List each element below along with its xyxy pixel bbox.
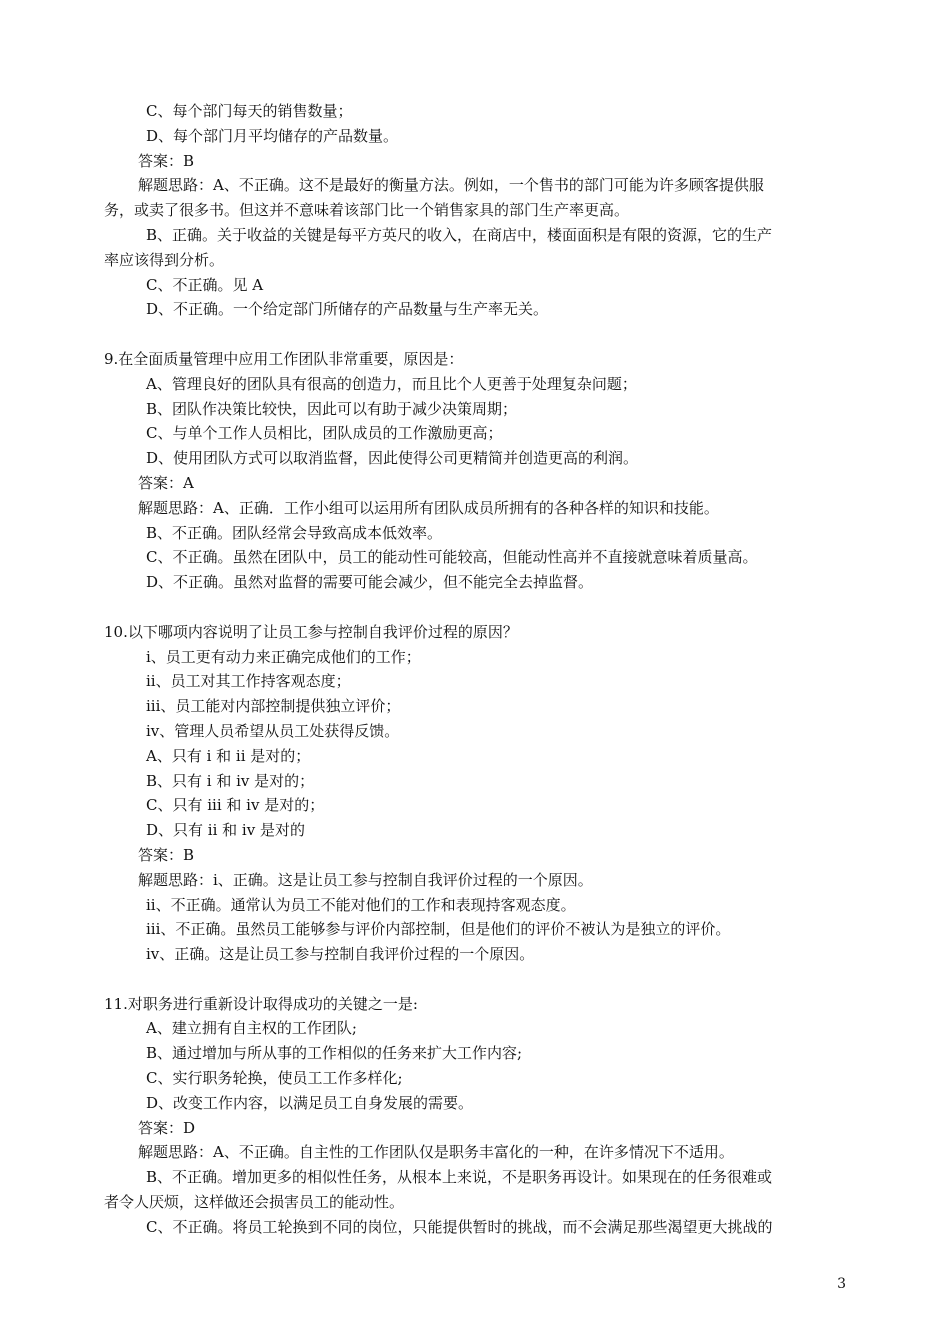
text-line: C、只有 iii 和 iv 是对的；	[146, 796, 325, 815]
text-line: 务，或卖了很多书。但这并不意味着该部门比一个销售家具的部门生产率更高。	[104, 201, 630, 220]
text-line: 解题思路：A、不正确。自主性的工作团队仅是职务丰富化的一种，在许多情况下不适用。	[138, 1143, 734, 1162]
text-line: D、改变工作内容，以满足员工自身发展的需要。	[146, 1093, 474, 1112]
text-line: 率应该得到分析。	[104, 250, 225, 269]
text-line: 11.对职务进行重新设计取得成功的关键之一是:	[104, 994, 418, 1013]
page-content	[104, 99, 848, 1240]
text-line: D、只有 ii 和 iv 是对的	[146, 821, 305, 840]
text-line: 答案：B	[138, 151, 195, 170]
text-line: D、不正确。虽然对监督的需要可能会减少，但不能完全去掉监督。	[146, 573, 594, 592]
text-line: B、只有 i 和 iv 是对的；	[146, 771, 315, 790]
blank-line	[104, 595, 848, 620]
text-line: B、通过增加与所从事的工作相似的任务来扩大工作内容;	[146, 1044, 523, 1063]
text-line: C、不正确。见 A	[146, 275, 264, 294]
text-line: 解题思路：i、正确。这是让员工参与控制自我评价过程的一个原因。	[138, 870, 593, 889]
text-line: C、不正确。将员工轮换到不同的岗位，只能提供暂时的挑战，而不会满足那些渴望更大挑战的	[146, 1217, 773, 1236]
blank-line	[104, 967, 848, 992]
text-line: C、与单个工作人员相比，团队成员的工作激励更高；	[146, 424, 503, 443]
text-line: C、每个部门每天的销售数量；	[146, 102, 353, 120]
text-line: 解题思路：A、不正确。这不是最好的衡量方法。例如，一个售书的部门可能为许多顾客提供服	[138, 176, 764, 195]
text-line: 解题思路：A、正确．工作小组可以运用所有团队成员所拥有的各种各样的知识和技能。	[138, 498, 719, 517]
text-line: B、团队作决策比较快，因此可以有助于减少决策周期；	[146, 399, 518, 418]
text-line: A、管理良好的团队具有很高的创造力，而且比个人更善于处理复杂问题；	[146, 374, 637, 393]
text-line: ii、员工对其工作持客观态度；	[146, 672, 351, 691]
text-line: C、不正确。虽然在团队中，员工的能动性可能较高，但能动性高并不直接就意味着质量高。	[146, 548, 758, 567]
text-line: D、不正确。一个给定部门所储存的产品数量与生产率无关。	[146, 300, 549, 319]
page-number: 3	[837, 1276, 846, 1292]
text-line: B、正确。关于收益的关键是每平方英尺的收入，在商店中，楼面面积是有限的资源，它的生产	[146, 225, 773, 244]
text-line: D、每个部门月平均储存的产品数量。	[146, 126, 399, 145]
text-line: iii、不正确。虽然员工能够参与评价内部控制，但是他们的评价不被认为是独立的评价。	[146, 920, 731, 939]
text-line: iv、管理人员希望从员工处获得反馈。	[146, 721, 400, 740]
text-line: 9.在全面质量管理中应用工作团队非常重要，原因是：	[104, 349, 464, 368]
text-line: iii、员工能对内部控制提供独立评价；	[146, 697, 401, 716]
text-line: 答案：B	[138, 845, 195, 864]
text-line: 答案：D	[138, 1118, 196, 1137]
text-line: iv、正确。这是让员工参与控制自我评价过程的一个原因。	[146, 945, 535, 964]
text-line: B、不正确。团队经常会导致高成本低效率。	[146, 523, 443, 542]
text-line: A、只有 i 和 ii 是对的；	[146, 746, 311, 765]
text-line: ii、不正确。通常认为员工不能对他们的工作和表现持客观态度。	[146, 895, 576, 914]
text-line: 答案：A	[138, 473, 194, 492]
blank-line	[104, 322, 848, 347]
text-line: i、员工更有动力来正确完成他们的工作；	[146, 647, 421, 666]
text-line: D、使用团队方式可以取消监督，因此使得公司更精简并创造更高的利润。	[146, 449, 639, 468]
text-line: C、实行职务轮换，使员工工作多样化;	[146, 1069, 403, 1088]
text-line: 10.以下哪项内容说明了让员工参与控制自我评价过程的原因？	[104, 622, 518, 641]
text-line: B、不正确。增加更多的相似性任务，从根本上来说，不是职务再设计。如果现在的任务很难或	[146, 1168, 773, 1187]
text-line: 者令人厌烦，这样做还会损害员工的能动性。	[104, 1193, 405, 1212]
text-line: A、建立拥有自主权的工作团队;	[146, 1019, 357, 1038]
